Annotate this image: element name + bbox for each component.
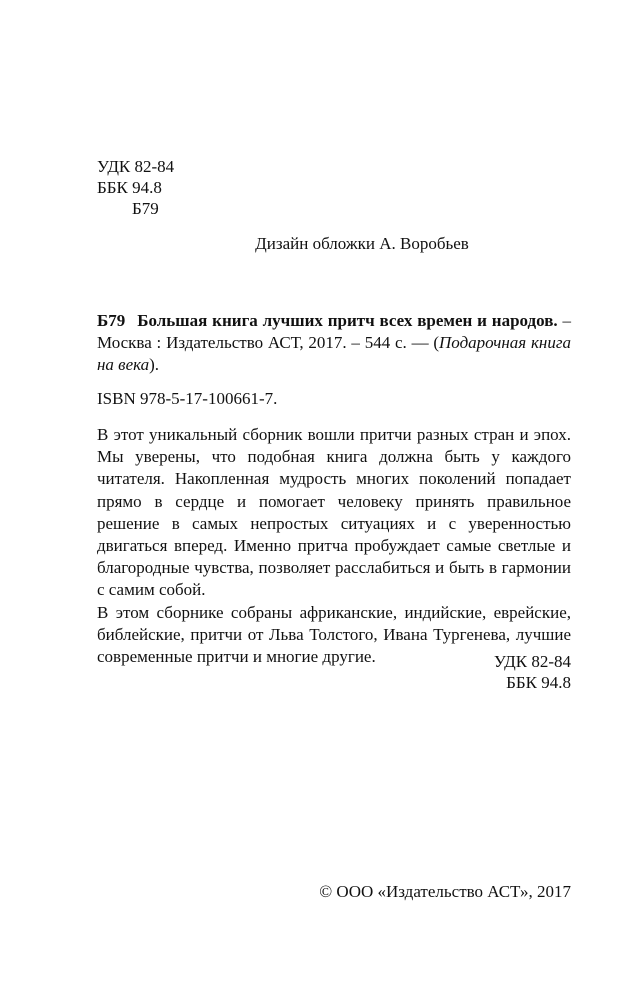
annotation-paragraph: В этом сборнике собраны африканские, индийские, еврейские, библейские, притчи от Льва Толстого, Ивана Тургенева, лучшие современные притчи и многие другие. (97, 602, 571, 667)
classification-block-bottom (494, 651, 571, 693)
record-closing: ). (149, 355, 160, 374)
classification-block-top (97, 156, 174, 219)
record-code: Б79 (97, 311, 126, 330)
copyright-notice: © ООО «Издательство АСТ», 2017 (319, 882, 571, 901)
series-title: Подарочная книга на века (97, 333, 571, 374)
isbn: ISBN 978-5-17-100661-7. (97, 389, 278, 408)
bibliographic-record (97, 310, 571, 376)
imprint: Москва : Издательство АСТ, 2017. – 544 с. — ( (97, 333, 440, 352)
udk-code: УДК 82-84 (97, 157, 175, 176)
book-title: Большая книга лучших притч всех времен и народов. (137, 311, 558, 330)
bbk-code: ББК 94.8 (97, 178, 162, 197)
annotation-paragraph: В этот уникальный сборник вошли притчи разных стран и эпох. Мы уверены, что подобная книга должна быть у каждого читателя. Накопленная мудрость многих поколений попадает прямо в сердце и помогает человеку принять правильное решение в самых непростых ситуациях и с уверенностью двигаться вперед. Именно притча пробуждает самые светлые и благородные чувства, позволяет расслабиться и быть в гармонии с самим собой. (97, 425, 571, 600)
title-dash: – (557, 311, 572, 330)
bbk-code: ББК 94.8 (506, 673, 571, 692)
udk-code: УДК 82-84 (493, 652, 571, 671)
author-mark: Б79 (132, 199, 159, 218)
cover-design-credit: Дизайн обложки А. Воробьев (255, 234, 469, 253)
annotation (97, 424, 571, 668)
